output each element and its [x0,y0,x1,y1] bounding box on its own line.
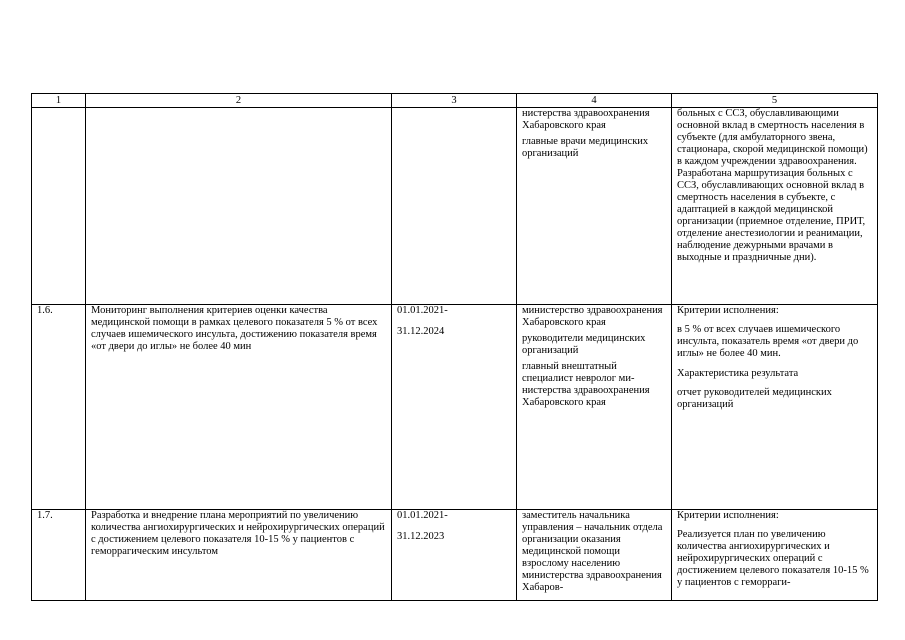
result-text: в 5 % от всех случаев ишемического инсульта, показатель время «от двери до иглы» не более 40 мин. [677,324,859,359]
table-row [32,305,878,510]
result-criteria-label: Критерии исполнения: [677,510,779,521]
executors-cell [517,510,672,601]
result-characteristic-label: Характеристика результата [677,368,799,379]
header-col-2: 2 [86,94,392,108]
row-number: 1.6. [32,305,86,510]
executor: главный внештатный специалист невролог министерства здравоохранения Хабаровского края [522,361,650,408]
header-col-1: 1 [32,94,86,108]
activity-text-content: Разработка и внедрение плана мероприятий по увеличению количества ангиохирургических и нейрохирургических операций с достижением целевого показателя 10-15 % у пациентов с геморрагическим инсультом [91,510,385,557]
activity-text: Мониторинг выполнения критериев оценки качества медицинской помощи в рамках целевого показателя 5 % от всех случаев ишемического инсульта, достижению показателя время «от двери до иглы» не более 40 мин [86,305,392,510]
executor: руководители медицинских организаций [522,333,646,356]
results-cell [672,305,878,510]
executors-cell [517,108,672,305]
table-row [32,108,878,305]
dates-cell [392,305,517,510]
activity-text [86,510,392,601]
executor: министерство здравоохранения Хабаровского края [522,305,663,328]
dates-cell [392,108,517,305]
dates-cell [392,510,517,601]
result-criteria-label: Критерии исполнения: [677,305,779,316]
results-cell [672,108,878,305]
header-col-4: 4 [517,94,672,108]
row-number [32,108,86,305]
header-col-3: 3 [392,94,517,108]
results-cell [672,510,878,601]
start-date: 01.01.2021- [397,510,448,521]
executors-cell [517,305,672,510]
row-number: 1.7. [32,510,86,601]
plan-table [31,93,878,601]
executor: нистерства здравоохранения Хабаровского края [522,108,650,131]
result-text: больных с ССЗ, обуславливающими основной вклад в смертность населения в субъекте (для амбулаторного звена, стационара, скорой медицинской помощи) в каждом учреждении здравоохранения. Разработана маршрутизация больных с ССЗ, обуславливающих основной вклад в смертность населения в субъекте, с адаптацией в каждой медицинской организации (приемное отделение, ПРИТ, отделение анестезиологии и реанимации, наблюдение дежурными врачами в выходные и праздничные дни). [677,108,868,263]
executor: главные врачи медицинских организаций [522,136,649,159]
activity-text [86,108,392,305]
end-date: 31.12.2024 [397,326,445,337]
header-col-5: 5 [672,94,878,108]
result-text: Реализуется план по увеличению количества ангиохирургических и нейрохирургических операций с достижением целевого показателя 10-15 % у пациентов с геморраги- [677,529,869,588]
end-date: 31.12.2023 [397,531,445,542]
table-row [32,510,878,601]
start-date: 01.01.2021- [397,305,448,316]
header-row [32,94,878,108]
result-text: отчет руководителей медицинских организаций [677,387,832,410]
executor: заместитель начальника управления – начальник отдела организации оказания медицинской помощи взрослому населению министерства здравоохранения Хабаров- [522,510,663,593]
